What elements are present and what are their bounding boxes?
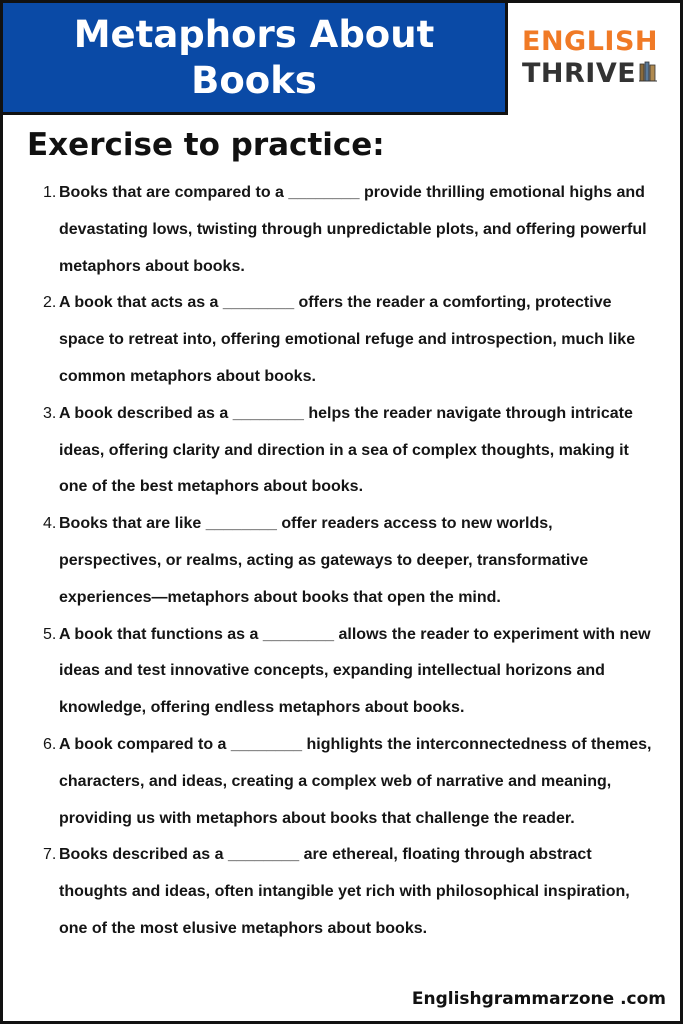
item-number: 7. — [43, 846, 57, 864]
item-number: 3. — [43, 404, 57, 422]
list-item — [43, 285, 653, 395]
english-thrive-logo — [508, 3, 680, 115]
item-number: 2. — [43, 294, 57, 312]
item-number: 1. — [43, 184, 57, 201]
item-text: A book described as a ________ helps the reader navigate through intricate ideas, offering clarity and direction in a sea of complex thoughts, making it one of the best metaphors about books. — [59, 404, 633, 496]
item-text: Books that are like ________ offer readers access to new worlds, perspectives, or realms, acting as gateways to deeper, transformative experiences—metaphors about books that open the mind. — [59, 515, 589, 606]
item-text: A book compared to a ________ highlights the interconnectedness of themes, characters, and ideas, creating a complex web of narrative and meaning, providing us with metaphors about books that challenge the reader. — [59, 735, 652, 827]
footer-site: Englishgrammarzone .com — [411, 989, 666, 1009]
title-line-1: Metaphors About — [73, 12, 435, 56]
item-number: 5. — [43, 625, 57, 643]
item-text: Books that are compared to a ________ provide thrilling emotional highs and devastating lows, twisting through unpredictable plots, and offering powerful metaphors about books. — [59, 184, 647, 275]
list-item — [43, 727, 653, 837]
title-banner — [3, 3, 508, 115]
item-number: 4. — [43, 515, 57, 533]
logo-text-english: ENGLISH — [522, 26, 658, 57]
list-item — [43, 617, 653, 727]
item-number: 6. — [43, 735, 57, 753]
item-text: A book that functions as a ________ allows the reader to experiment with new ideas and test innovative concepts, expanding intellectual horizons and knowledge, offering endless metaphors about books. — [59, 625, 651, 717]
header — [3, 3, 680, 118]
books-icon — [639, 57, 657, 91]
list-item — [43, 396, 653, 506]
section-heading: Exercise to practice: — [27, 127, 385, 163]
logo-text-thrive: THRIVE — [522, 58, 637, 89]
exercise-list — [43, 175, 653, 948]
list-item — [43, 175, 653, 285]
list-item — [43, 837, 653, 947]
logo-row-thrive — [522, 57, 680, 91]
page-title — [74, 12, 435, 104]
item-text: Books described as a ________ are ethereal, floating through abstract thoughts and ideas, often intangible yet rich with philosophical inspiration, one of the most elusive metaphors about books. — [59, 846, 630, 937]
item-text: A book that acts as a ________ offers the reader a comforting, protective space to retreat into, offering emotional refuge and introspection, much like common metaphors about books. — [59, 294, 636, 385]
list-item — [43, 506, 653, 616]
title-line-2: Books — [191, 58, 317, 102]
